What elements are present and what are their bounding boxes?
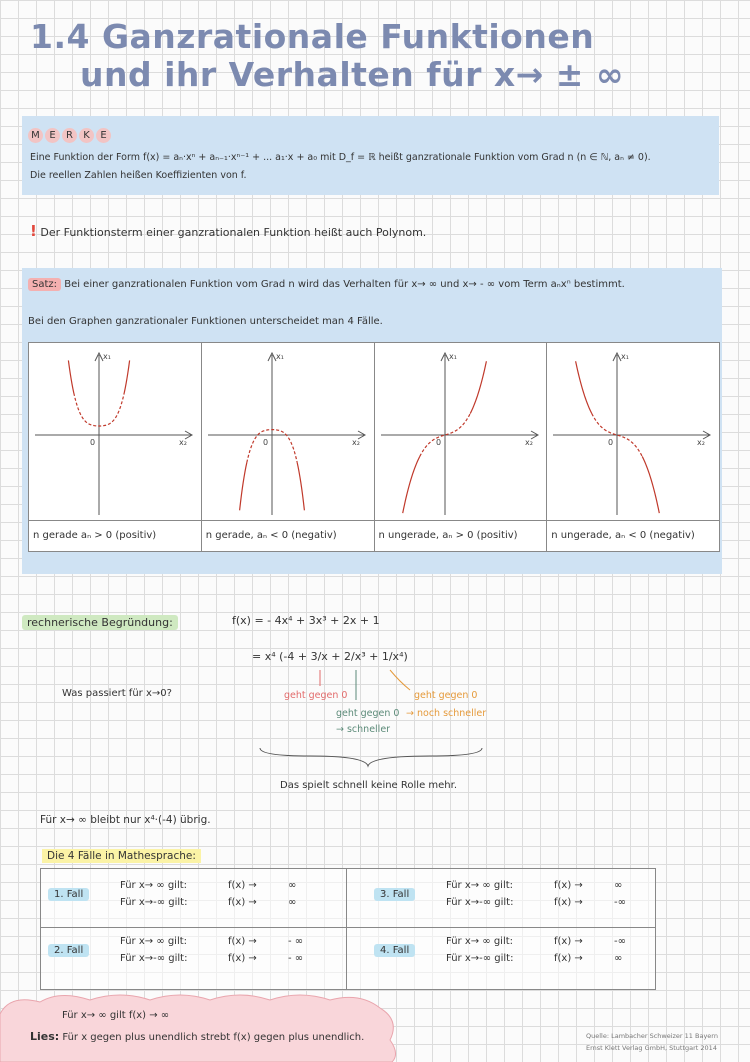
curly-brace bbox=[260, 748, 482, 766]
function-term: f(x) = - 4x⁴ + 3x³ + 2x + 1 bbox=[232, 614, 380, 627]
question-x-to-0: Was passiert für x→0? bbox=[62, 688, 172, 699]
origin-label: 0 bbox=[262, 438, 268, 447]
graph-svg bbox=[29, 343, 201, 521]
fall-tag-wrapper bbox=[374, 882, 415, 901]
lies-cloud bbox=[0, 990, 400, 1062]
faelle-heading-text: Die 4 Fälle in Mathesprache: bbox=[42, 849, 201, 863]
merke-label bbox=[28, 128, 111, 143]
arrow-line bbox=[390, 670, 410, 690]
begruendung-label bbox=[22, 616, 178, 629]
satz-cases-line: Bei den Graphen ganzrationaler Funktionen unterscheidet man 4 Fälle. bbox=[28, 316, 383, 327]
fall-limit-value: -∞ bbox=[614, 897, 626, 908]
graph-case-3 bbox=[375, 343, 548, 551]
exclamation-icon: ! bbox=[30, 222, 37, 240]
lies-line bbox=[30, 1030, 364, 1043]
curve-right-solid bbox=[124, 360, 129, 393]
graph-caption: n gerade, aₙ < 0 (negativ) bbox=[202, 520, 374, 551]
fall-tag: 2. Fall bbox=[48, 944, 89, 957]
merke-letter: M bbox=[28, 128, 43, 143]
fall-function: f(x) → bbox=[554, 880, 583, 891]
curve-right-solid bbox=[470, 361, 486, 413]
fall-tag-wrapper bbox=[374, 938, 415, 957]
graph-case-4 bbox=[547, 343, 719, 551]
merke-letter: E bbox=[96, 128, 111, 143]
title-line-1: 1.4 Ganzrationale Funktionen bbox=[30, 17, 595, 56]
fall-limit-value: ∞ bbox=[614, 953, 623, 964]
faelle-divider bbox=[41, 927, 655, 928]
x-axis-label: x₂ bbox=[351, 438, 360, 447]
curve-right-solid bbox=[297, 463, 304, 511]
curve-left-solid bbox=[68, 360, 73, 393]
origin-label: 0 bbox=[608, 438, 614, 447]
satz-text: Bei einer ganzrationalen Funktion vom Grad n wird das Verhalten für x→ ∞ und x→ - ∞ vom Term aₙxⁿ bestimmt. bbox=[64, 279, 625, 290]
origin-label: 0 bbox=[90, 438, 96, 447]
annotation-2b: → schneller bbox=[336, 724, 391, 735]
fall-function: f(x) → bbox=[228, 880, 257, 891]
lies-label: Lies: bbox=[30, 1030, 60, 1043]
curve-left-solid bbox=[402, 456, 419, 513]
fall-row-label: Für x→-∞ gilt: bbox=[446, 953, 514, 964]
graph-case-1 bbox=[29, 343, 202, 551]
merke-letter: K bbox=[79, 128, 94, 143]
y-axis-label: x₁ bbox=[448, 352, 457, 361]
fall-tag: 4. Fall bbox=[374, 944, 415, 957]
fall-row-label: Für x→-∞ gilt: bbox=[446, 897, 514, 908]
fall-function: f(x) → bbox=[554, 936, 583, 947]
polynom-note bbox=[30, 222, 426, 240]
fall-row-label: Für x→ ∞ gilt: bbox=[120, 936, 188, 947]
curve-right-solid bbox=[642, 456, 659, 513]
brace-text: Das spielt schnell keine Rolle mehr. bbox=[280, 780, 457, 791]
merke-letter: R bbox=[62, 128, 77, 143]
fall-function: f(x) → bbox=[554, 953, 583, 964]
source-line-2: Ernst Klett Verlag GmbH, Stuttgart 2014 bbox=[586, 1044, 717, 1052]
begruendung-label-text: rechnerische Begründung: bbox=[22, 615, 178, 630]
lies-text: Für x gegen plus unendlich strebt f(x) gegen plus unendlich. bbox=[62, 1032, 365, 1043]
cloud-shape bbox=[0, 995, 396, 1062]
fall-function: f(x) → bbox=[228, 897, 257, 908]
faelle-heading bbox=[42, 850, 201, 862]
graph-caption: n ungerade, aₙ < 0 (negativ) bbox=[547, 520, 719, 551]
x-axis-label: x₂ bbox=[179, 438, 187, 447]
x-axis-label: x₂ bbox=[697, 438, 706, 447]
graph-caption: n ungerade, aₙ > 0 (positiv) bbox=[375, 520, 547, 551]
satz-statement bbox=[28, 279, 625, 290]
merke-letter: E bbox=[45, 128, 60, 143]
satz-tag: Satz: bbox=[28, 278, 61, 291]
fall-row-label: Für x→ ∞ gilt: bbox=[446, 936, 514, 947]
annotation-2a: geht gegen 0 bbox=[336, 708, 400, 719]
curve-left-solid bbox=[239, 463, 246, 511]
fall-function: f(x) → bbox=[554, 897, 583, 908]
annotation-3b: → noch schneller bbox=[406, 708, 487, 719]
graph-caption: n gerade aₙ > 0 (positiv) bbox=[29, 520, 201, 551]
annotation-3a: geht gegen 0 bbox=[414, 690, 478, 701]
fall-row-label: Für x→ ∞ gilt: bbox=[120, 880, 188, 891]
lies-formula: Für x→ ∞ gilt f(x) → ∞ bbox=[62, 1010, 170, 1021]
fall-limit-value: ∞ bbox=[288, 897, 297, 908]
fall-tag: 3. Fall bbox=[374, 888, 415, 901]
fall-row-label: Für x→-∞ gilt: bbox=[120, 953, 188, 964]
fall-function: f(x) → bbox=[228, 936, 257, 947]
faelle-divider bbox=[346, 869, 347, 989]
merke-definition: Eine Funktion der Form f(x) = aₙ·xⁿ + aₙ₋₁·xⁿ⁻¹ + ... a₁·x + a₀ mit D_f = ℝ heißt ganzrationale Funktion vom Grad n (n ∈ ℕ, aₙ ≠ 0). bbox=[30, 152, 651, 163]
origin-label: 0 bbox=[435, 438, 441, 447]
fall-tag-wrapper bbox=[48, 938, 89, 957]
graph-case-2 bbox=[202, 343, 375, 551]
fall-tag: 1. Fall bbox=[48, 888, 89, 901]
fall-limit-value: ∞ bbox=[614, 880, 623, 891]
fall-tag-wrapper bbox=[48, 882, 89, 901]
fall-limit-value: - ∞ bbox=[288, 936, 304, 947]
factored-term: = x⁴ (-4 + 3/x + 2/x³ + 1/x⁴) bbox=[252, 650, 408, 663]
curve-left-solid bbox=[576, 361, 592, 413]
remaining-term: Für x→ ∞ bleibt nur x⁴·(-4) übrig. bbox=[40, 814, 211, 826]
fall-row-label: Für x→ ∞ gilt: bbox=[446, 880, 514, 891]
fall-limit-value: -∞ bbox=[614, 936, 626, 947]
merke-coefficients: Die reellen Zahlen heißen Koeffizienten von f. bbox=[30, 170, 247, 181]
graph-svg bbox=[202, 343, 374, 521]
page-title bbox=[30, 18, 624, 94]
fall-row-label: Für x→-∞ gilt: bbox=[120, 897, 188, 908]
x-axis-label: x₂ bbox=[524, 438, 533, 447]
y-axis-label: x₁ bbox=[103, 352, 111, 361]
fall-function: f(x) → bbox=[228, 953, 257, 964]
source-line-1: Quelle: Lambacher Schweizer 11 Bayern bbox=[586, 1032, 718, 1040]
title-line-2: und ihr Verhalten für x→ ± ∞ bbox=[80, 55, 624, 94]
polynom-note-text: Der Funktionsterm einer ganzrationalen Funktion heißt auch Polynom. bbox=[40, 226, 427, 239]
graph-panel bbox=[28, 342, 720, 552]
fall-limit-value: ∞ bbox=[288, 880, 297, 891]
y-axis-label: x₁ bbox=[275, 352, 284, 361]
annotation-1: geht gegen 0 bbox=[284, 690, 348, 701]
graph-svg bbox=[375, 343, 547, 521]
fall-limit-value: - ∞ bbox=[288, 953, 304, 964]
graph-svg bbox=[547, 343, 719, 521]
y-axis-label: x₁ bbox=[621, 352, 630, 361]
